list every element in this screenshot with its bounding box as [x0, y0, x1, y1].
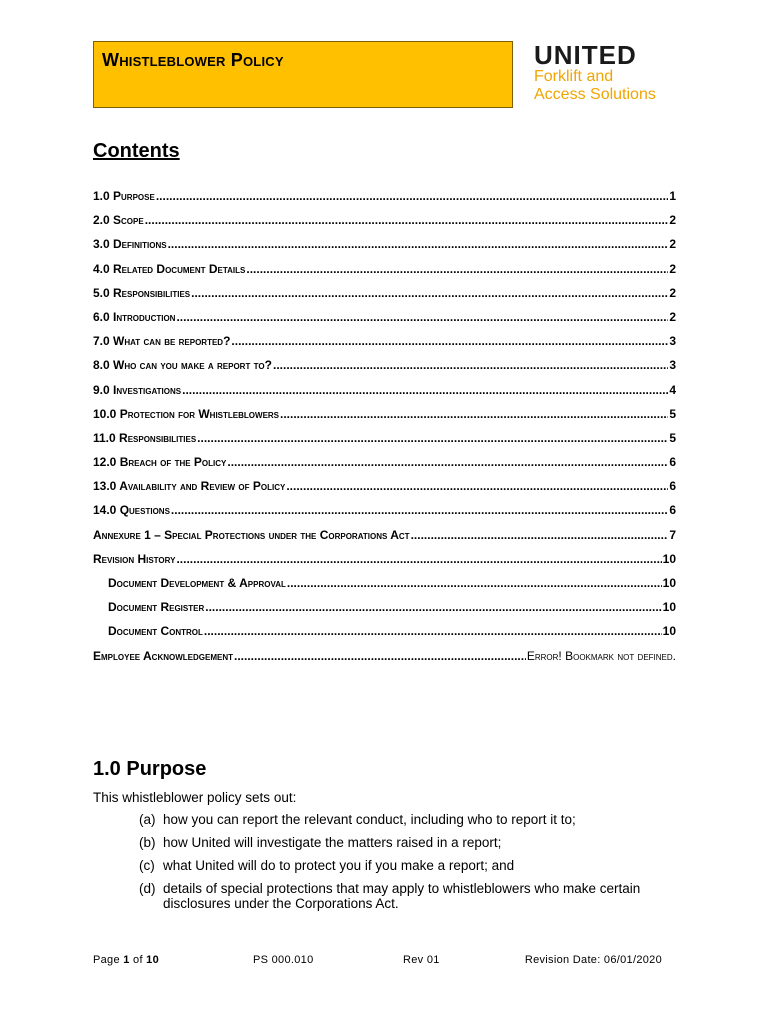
toc-leader-dots — [197, 431, 668, 445]
list-item-letter: (d) — [139, 881, 156, 896]
toc-entry-page: 2 — [669, 309, 676, 324]
list-item-text: how United will investigate the matters raised in a report; — [163, 835, 502, 850]
toc-entry-page: 2 — [669, 237, 676, 252]
toc-entry-label: 1.0 Purpose — [93, 189, 155, 203]
toc-leader-dots — [204, 624, 662, 638]
toc-entry[interactable] — [93, 479, 676, 503]
page-footer — [93, 954, 676, 970]
list-item-letter: (a) — [139, 812, 156, 827]
toc-entry-page: 10 — [662, 600, 676, 615]
toc-entry-page: 5 — [669, 406, 676, 421]
toc-entry[interactable] — [93, 213, 676, 237]
toc-leader-dots — [286, 479, 668, 493]
footer-revision-date: Revision Date: 06/01/2020 — [524, 954, 662, 966]
list-item — [139, 812, 679, 827]
toc-leader-dots — [280, 407, 668, 421]
toc-entry[interactable] — [93, 334, 676, 358]
toc-leader-dots — [176, 310, 668, 324]
toc-entry-label: 6.0 Introduction — [93, 309, 176, 324]
toc-entry-page: 10 — [662, 624, 676, 639]
footer-of-word: of — [133, 954, 143, 966]
logo-tagline-line1: Forklift and — [534, 68, 614, 85]
toc-entry-label: 10.0 Protection for Whistleblowers — [93, 406, 280, 421]
toc-leader-dots — [145, 213, 669, 227]
toc-entry[interactable] — [93, 237, 676, 261]
toc-entry-page: 2 — [669, 261, 676, 276]
toc-entry-label: 7.0 What can be reported? — [93, 334, 231, 349]
toc-entry[interactable] — [93, 189, 676, 213]
toc-entry-page: 6 — [669, 455, 676, 470]
toc-entry-label: 2.0 Scope — [93, 213, 144, 228]
toc-subentry[interactable] — [93, 624, 676, 648]
logo-wordmark: UNITED — [534, 40, 637, 70]
toc-entry-page: 1 — [669, 189, 676, 203]
toc-entry-page: 3 — [669, 358, 676, 373]
toc-entry-page: 6 — [669, 503, 676, 518]
document-title-box — [93, 41, 513, 108]
toc-entry[interactable] — [93, 310, 676, 334]
toc-entry[interactable] — [93, 407, 676, 431]
toc-leader-dots — [231, 334, 668, 348]
toc-leader-dots — [205, 600, 661, 614]
list-item-letter: (c) — [139, 858, 155, 873]
toc-entry[interactable] — [93, 431, 676, 455]
toc-entry-label: 8.0 Who can you make a report to? — [93, 358, 272, 373]
toc-entry[interactable] — [93, 358, 676, 382]
toc-entry[interactable] — [93, 286, 676, 310]
footer-revision: Rev 01 — [403, 954, 440, 966]
toc-entry-page: 7 — [669, 527, 676, 542]
toc-entry-label: 11.0 Responsibilities — [93, 430, 197, 445]
footer-doc-code: PS 000.010 — [253, 954, 314, 966]
footer-current-page: 1 — [123, 954, 130, 966]
toc-leader-dots — [273, 358, 668, 372]
toc-entry-page: Error! Bookmark not defined. — [526, 648, 676, 663]
toc-entry-label: Employee Acknowledgement — [93, 648, 234, 663]
toc-entry[interactable] — [93, 552, 676, 576]
footer-page-number — [93, 954, 159, 966]
toc-entry-label: Document Development & Approval — [108, 576, 286, 590]
toc-leader-dots — [287, 576, 662, 590]
toc-entry-page: 10 — [662, 551, 676, 566]
toc-entry-page: 2 — [669, 285, 676, 300]
toc-entry-label: 12.0 Breach of the Policy — [93, 455, 227, 470]
toc-entry[interactable] — [93, 649, 676, 673]
list-item-text: details of special protections that may apply to whistleblowers who make certain disclosures under the Corporations Act. — [163, 881, 641, 911]
toc-entry-label: 4.0 Related Document Details — [93, 261, 246, 276]
list-item-letter: (b) — [139, 835, 156, 850]
toc-entry-label: Document Register — [108, 600, 205, 615]
section-heading: 1.0 Purpose — [93, 758, 207, 780]
toc-entry-page: 4 — [669, 382, 676, 397]
toc-leader-dots — [234, 649, 526, 663]
company-logo — [532, 40, 682, 108]
list-item — [139, 835, 679, 850]
toc-entry-page: 10 — [662, 576, 676, 590]
contents-heading: Contents — [93, 140, 180, 162]
toc-leader-dots — [182, 383, 668, 397]
toc-entry-label: 3.0 Definitions — [93, 237, 167, 252]
toc-subentry[interactable] — [93, 600, 676, 624]
toc-entry[interactable] — [93, 528, 676, 552]
footer-page-word: Page — [93, 954, 120, 966]
toc-leader-dots — [191, 286, 668, 300]
toc-leader-dots — [171, 503, 668, 517]
toc-entry-label: Document Control — [108, 624, 203, 639]
footer-total-pages: 10 — [146, 954, 160, 966]
logo-tagline-line2: Access Solutions — [534, 86, 656, 103]
list-item — [139, 881, 679, 911]
toc-entry-label: 14.0 Questions — [93, 503, 170, 518]
toc-entry-page: 2 — [669, 213, 676, 228]
toc-leader-dots — [227, 455, 668, 469]
toc-entry-label: 13.0 Availability and Review of Policy — [93, 479, 286, 494]
toc-entry-label: Revision History — [93, 551, 176, 566]
toc-entry-page: 5 — [669, 430, 676, 445]
toc-entry[interactable] — [93, 455, 676, 479]
toc-entry[interactable] — [93, 503, 676, 527]
toc-entry-label: 5.0 Responsibilities — [93, 285, 191, 300]
list-item — [139, 858, 679, 873]
document-title: Whistleblower Policy — [102, 50, 284, 70]
list-item-text: how you can report the relevant conduct, including who to report it to; — [163, 812, 576, 827]
toc-leader-dots — [168, 237, 669, 251]
toc-entry-page: 6 — [669, 479, 676, 494]
toc-leader-dots — [156, 189, 669, 203]
toc-entry[interactable] — [93, 383, 676, 407]
section-intro: This whistleblower policy sets out: — [93, 790, 297, 805]
toc-leader-dots — [411, 528, 669, 542]
toc-entry-label: 9.0 Investigations — [93, 382, 182, 397]
toc-leader-dots — [176, 552, 661, 566]
toc-entry[interactable] — [93, 262, 676, 286]
list-item-text: what United will do to protect you if you make a report; and — [163, 858, 515, 873]
toc-leader-dots — [246, 262, 668, 276]
purpose-list — [139, 812, 679, 919]
toc-entry-page: 3 — [669, 334, 676, 349]
toc-entry-label: Annexure 1 – Special Protections under the Corporations Act — [93, 527, 410, 542]
toc-subentry[interactable] — [93, 576, 676, 600]
table-of-contents — [93, 189, 676, 673]
